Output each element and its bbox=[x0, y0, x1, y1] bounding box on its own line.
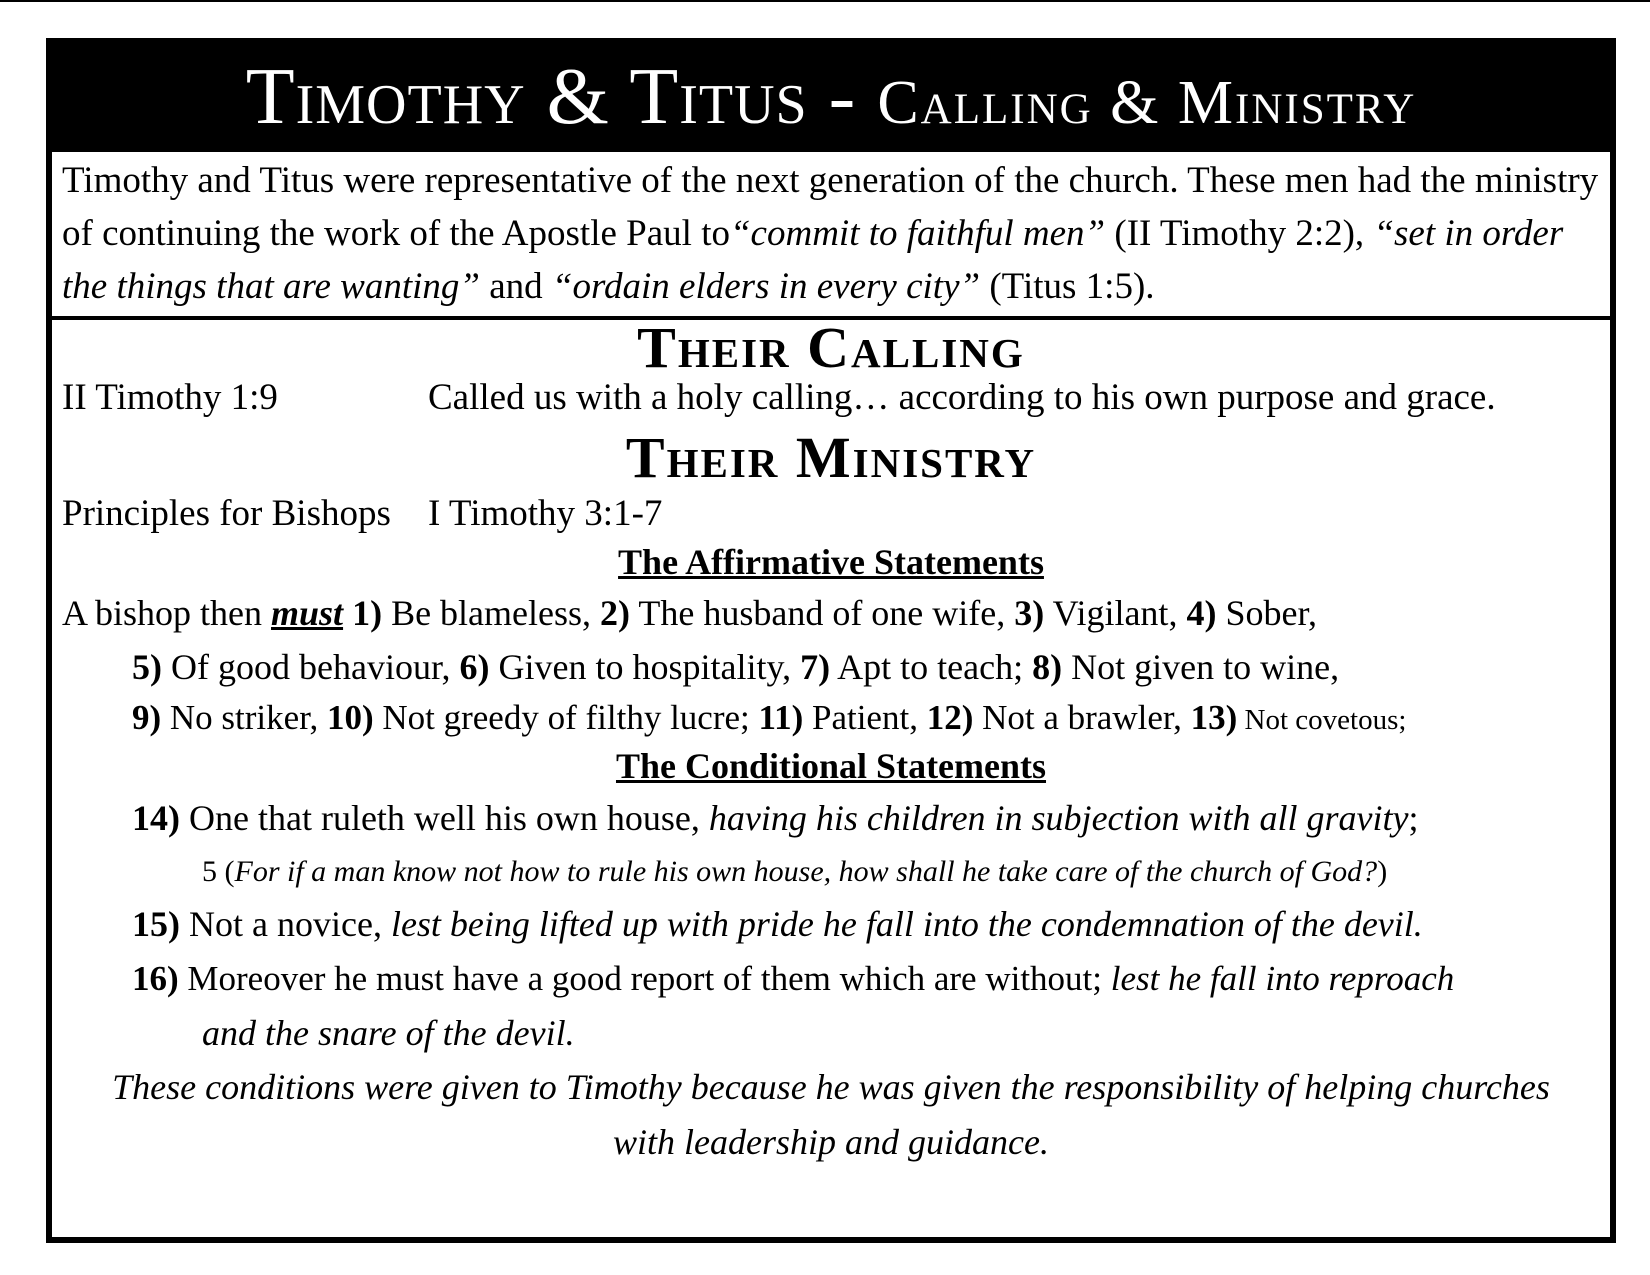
affirmative-line-1 bbox=[62, 591, 1317, 635]
item-text: The husband of one wife, bbox=[630, 593, 1015, 633]
condition-16-continued bbox=[202, 1011, 575, 1055]
affirmative-line-3 bbox=[132, 696, 1406, 742]
intro-paragraph bbox=[62, 154, 1602, 313]
title-separator: - bbox=[828, 53, 857, 141]
intro-text-2: (II Timothy 2:2), bbox=[1105, 213, 1374, 254]
condition-15 bbox=[132, 902, 1423, 946]
condition-16 bbox=[132, 957, 1454, 1001]
study-card bbox=[46, 38, 1616, 1243]
item-number: 9) bbox=[132, 698, 162, 737]
intro-text-3: and bbox=[479, 266, 552, 307]
item-number: 2) bbox=[600, 593, 631, 633]
title-main: Timothy & Titus bbox=[245, 53, 808, 141]
item-text: Of good behaviour, bbox=[162, 647, 460, 687]
top-rule bbox=[0, 0, 1650, 2]
closing-line-1: These conditions were given to Timothy because he was given the responsibility of helping churches bbox=[112, 1067, 1550, 1107]
calling-text: Called us with a holy calling… according to his own purpose and grace. bbox=[428, 377, 1496, 418]
condition-14-note bbox=[202, 850, 1387, 894]
item-text: Given to hospitality, bbox=[489, 647, 801, 687]
item-italic: lest he fall into reproach bbox=[1110, 959, 1455, 998]
intro-text-4: (Titus 1:5). bbox=[980, 266, 1155, 307]
note-end: ) bbox=[1377, 855, 1388, 888]
intro-quote-3: “ordain elders in every city” bbox=[551, 266, 981, 307]
ministry-row bbox=[62, 492, 663, 536]
item-italic: and the snare of the devil. bbox=[202, 1013, 575, 1053]
item-italic: having his children in subjection with all gravity bbox=[708, 798, 1409, 838]
affirmative-line-2 bbox=[132, 645, 1339, 689]
item-number: 14) bbox=[132, 798, 180, 838]
item-text: Not greedy of filthy lucre; bbox=[373, 698, 759, 737]
item-end: ; bbox=[1408, 798, 1419, 838]
item-text: Sober, bbox=[1216, 593, 1317, 633]
item-number: 15) bbox=[132, 904, 180, 944]
item-text: Be blameless, bbox=[382, 593, 601, 633]
item-italic: lest being lifted up with pride he fall into the condemnation of the devil. bbox=[390, 904, 1423, 944]
item-number: 4) bbox=[1186, 593, 1217, 633]
page-title bbox=[52, 52, 1610, 148]
item-text: One that ruleth well his own house, bbox=[180, 798, 709, 838]
bishop-prefix: A bishop then bbox=[62, 593, 263, 633]
item-number: 5) bbox=[132, 647, 162, 687]
item-number: 8) bbox=[1032, 647, 1063, 687]
calling-reference: II Timothy 1:9 bbox=[62, 377, 278, 418]
ministry-heading: Their Ministry bbox=[625, 425, 1037, 490]
ministry-reference: I Timothy 3:1-7 bbox=[428, 493, 663, 534]
item-number: 3) bbox=[1014, 593, 1045, 633]
item-text: No striker, bbox=[161, 698, 327, 737]
item-text: Not a novice, bbox=[180, 904, 391, 944]
intro-quote-1: “commit to faithful men” bbox=[729, 213, 1106, 254]
calling-heading: Their Calling bbox=[637, 315, 1025, 380]
conditional-heading: The Conditional Statements bbox=[615, 746, 1047, 786]
calling-row bbox=[62, 376, 1496, 420]
item-number: 11) bbox=[758, 698, 804, 737]
note-verse: 5 ( bbox=[202, 855, 235, 888]
note-italic: For if a man know not how to rule his own house, how shall he take care of the church of God? bbox=[234, 855, 1378, 888]
item-number: 6) bbox=[459, 647, 490, 687]
item-number: 16) bbox=[132, 959, 179, 998]
item-number: 13) bbox=[1190, 698, 1238, 737]
closing-line-2: with leadership and guidance. bbox=[613, 1122, 1049, 1162]
intro-text-1: Timothy and Titus were representative of the next generation of the church. These men had the ministry of continuing the work of the Apostle Paul to bbox=[62, 160, 1599, 254]
item-text: Patient, bbox=[803, 698, 927, 737]
affirmative-heading: The Affirmative Statements bbox=[618, 542, 1044, 582]
title-bar bbox=[52, 44, 1610, 152]
item-number: 10) bbox=[326, 698, 374, 737]
item-text: Not a brawler, bbox=[973, 698, 1191, 737]
ministry-label: Principles for Bishops bbox=[62, 493, 391, 534]
item-text: Moreover he must have a good report of them which are without; bbox=[178, 959, 1111, 998]
must-emphasis: must bbox=[271, 593, 344, 633]
item-text: Apt to teach; bbox=[830, 647, 1033, 687]
condition-14 bbox=[132, 796, 1419, 840]
item-number: 7) bbox=[800, 647, 831, 687]
item-text: Not given to wine, bbox=[1062, 647, 1340, 687]
intro-quote-2: “set in order the things that are wanting” bbox=[62, 213, 1564, 307]
item-text: Vigilant, bbox=[1044, 593, 1187, 633]
item-text: Not covetous; bbox=[1237, 704, 1407, 736]
item-number: 1) bbox=[352, 593, 383, 633]
item-number: 12) bbox=[926, 698, 974, 737]
title-sub: Calling & Ministry bbox=[877, 69, 1417, 137]
